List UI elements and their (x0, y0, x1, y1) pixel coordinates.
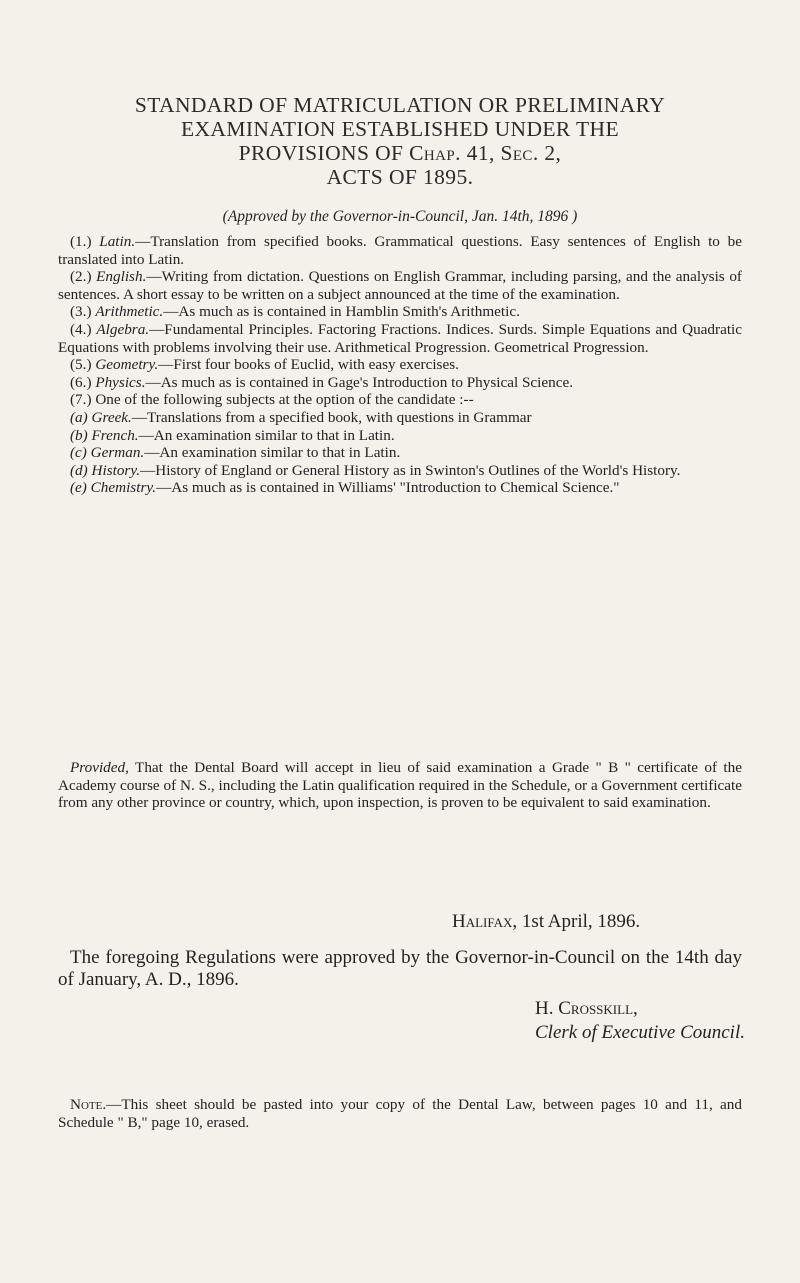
subject-list (58, 233, 742, 497)
signature-name: H. Crosskill, (535, 998, 638, 1019)
approval-note: (Approved by the Governor-in-Council, Jan. 14th, 1896 ) (222, 208, 578, 225)
approval-paragraph: The foregoing Regulations were approved by the Governor-in-Council on the 14th day of January, A. D., 1896. (58, 947, 742, 990)
list-item: (4.) Algebra.—Fundamental Principles. Factoring Fractions. Indices. Surds. Simple Equations and Quadratic Equations with problems involving their use. Arithmetical Progression. Geometrical Progression. (58, 320, 742, 356)
dateline: Halifax, 1st April, 1896. (452, 911, 641, 932)
list-item: (1.) Latin.—Translation from specified books. Grammatical questions. Easy sentences of English to be translated into Latin. (58, 233, 742, 268)
list-item: (c) German.—An examination similar to that in Latin. (70, 444, 401, 462)
list-item: (6.) Physics.—As much as is contained in Gage's Introduction to Physical Science. (70, 373, 573, 391)
proviso-paragraph: Provided, That the Dental Board will accept in lieu of said examination a Grade " B " certificate of the Academy course of N. S., including the Latin qualification required in the Schedule, or a Government certificate from any other province or country, which, upon inspection, is proven to be equivalent to said examination. (58, 759, 742, 812)
list-item: (b) French.—An examination similar to that in Latin. (70, 426, 395, 444)
signature-title: Clerk of Executive Council. (535, 1022, 745, 1043)
title-line-1: STANDARD OF MATRICULATION OR PRELIMINARY (134, 93, 666, 117)
list-item: (2.) English.—Writing from dictation. Questions on English Grammar, including parsing, and the analysis of sentences. A short essay to be written on a subject announced at the time of the examination. (58, 268, 742, 303)
title-line-4: ACTS OF 1895. (326, 165, 474, 189)
list-item: (5.) Geometry.—First four books of Euclid, with easy exercises. (70, 356, 459, 374)
document-title (60, 93, 740, 189)
list-item: (3.) Arithmetic.—As much as is contained in Hamblin Smith's Arithmetic. (70, 303, 520, 321)
title-line-2: EXAMINATION ESTABLISHED UNDER THE (180, 117, 620, 141)
title-line-3: PROVISIONS OF Chap. 41, Sec. 2, (238, 141, 562, 165)
list-item: (d) History.—History of England or General History as in Swinton's Outlines of the World's History. (70, 461, 681, 479)
list-item: (e) Chemistry.—As much as is contained in Williams' "Introduction to Chemical Science." (70, 479, 620, 497)
list-item: (a) Greek.—Translations from a specified book, with questions in Grammar (70, 408, 532, 426)
list-item: (7.) One of the following subjects at the option of the candidate :-- (70, 391, 474, 409)
footnote: Note.—This sheet should be pasted into your copy of the Dental Law, between pages 10 and 11, and Schedule " B," page 10, erased. (58, 1096, 742, 1131)
